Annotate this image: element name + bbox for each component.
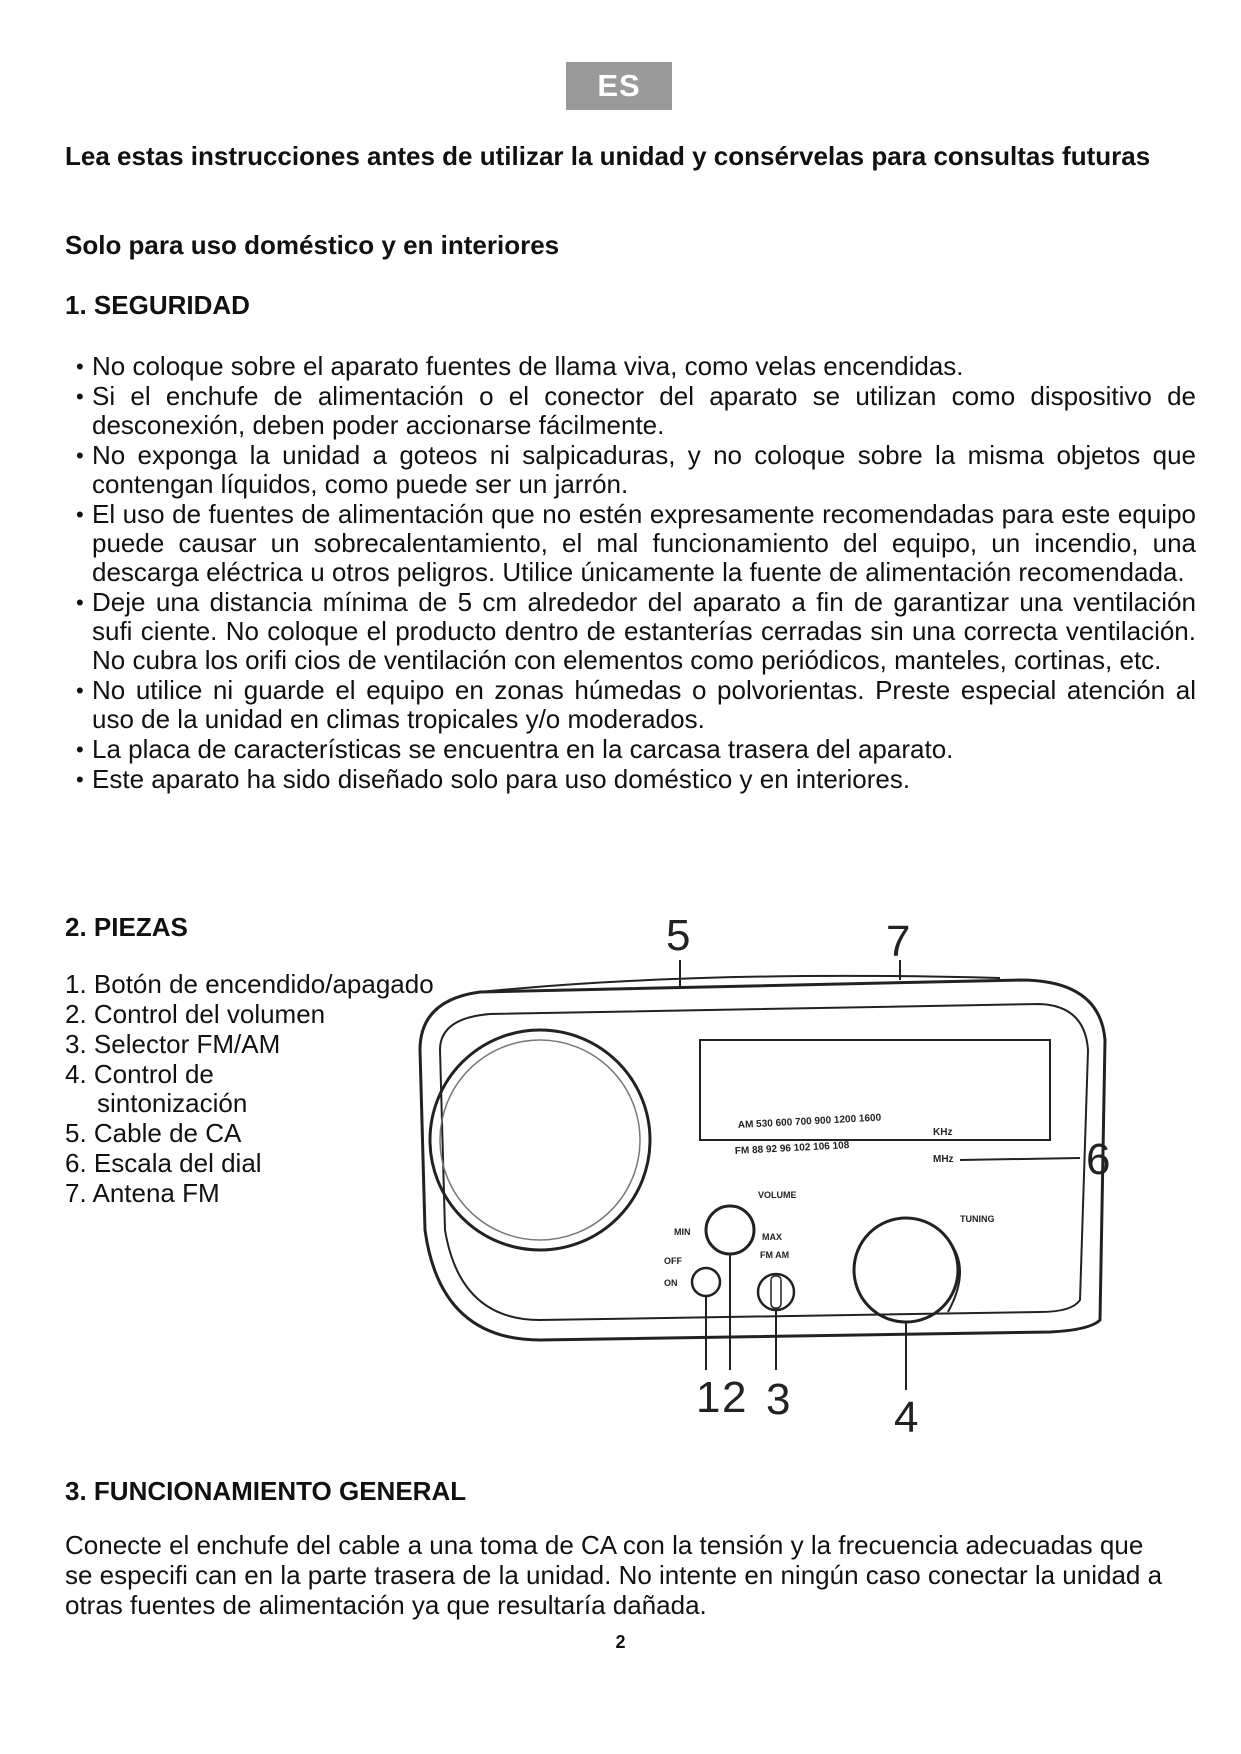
list-item: 6. Escala del dial (65, 1148, 262, 1178)
list-item-text: 4. Control de (65, 1059, 214, 1089)
section-title-operation: 3. FUNCIONAMIENTO GENERAL (65, 1476, 467, 1506)
callout-7: 7 (886, 917, 911, 966)
list-item: • Deje una distancia mínima de 5 cm alrededor del aparato a fin de garantizar una ventilación sufi ciente. No coloque el producto dentro de estanterías cerradas sin una correcta ventilación. No cubra los orifi cios de ventilación con elementos como periódicos, manteles, cortinas, etc. (76, 588, 1196, 675)
list-item: • Este aparato ha sido diseñado solo para uso doméstico y en interiores. (76, 765, 1196, 794)
dial-fm: FM 88 92 96 102 106 108 (734, 1140, 850, 1157)
callout-3: 3 (766, 1375, 791, 1424)
callout-6: 6 (1086, 1135, 1111, 1184)
page-number: 2 (615, 1632, 626, 1652)
tuning-label: TUNING (960, 1214, 995, 1224)
callout-line-6 (960, 1158, 1080, 1160)
list-item: 1. Botón de encendido/apagado (65, 969, 434, 999)
list-item: 7. Antena FM (65, 1178, 220, 1208)
volume-knob (706, 1206, 754, 1254)
tuning-knob (854, 1218, 958, 1322)
list-item: 5. Cable de CA (65, 1118, 242, 1148)
callout-4: 4 (894, 1393, 919, 1442)
min-label: MIN (674, 1227, 691, 1237)
subtitle: Solo para uso doméstico y en interiores (65, 230, 560, 260)
list-item: 2. Control del volumen (65, 999, 326, 1029)
max-label: MAX (762, 1232, 782, 1242)
list-item (65, 1060, 434, 1118)
list-item: 3. Selector FM/AM (65, 1029, 281, 1059)
intro-text: Lea estas instrucciones antes de utilizar la unidad y consérvelas para consultas futuras (65, 141, 1151, 171)
list-item: • La placa de características se encuentra en la carcasa trasera del aparato. (76, 735, 1196, 764)
parts-list (65, 970, 434, 1209)
list-item: • No exponga la unidad a goteos ni salpicaduras, y no coloque sobre la misma objetos que contengan líquidos, como puede ser un jarrón. (76, 441, 1196, 499)
speaker-inner (440, 1040, 640, 1240)
list-item: • El uso de fuentes de alimentación que no estén expresamente recomendadas para este equipo puede causar un sobrecalentamiento, el mal funcionamiento del equipo, un incendio, una descarga eléctrica u otros peligros. Utilice únicamente la fuente de alimentación recomendada. (76, 500, 1196, 587)
list-item: • No utilice ni guarde el equipo en zonas húmedas o polvorientas. Preste especial atención al uso de la unidad en climas tropicales y/o moderados. (76, 676, 1196, 734)
fm-am-selector (758, 1274, 794, 1310)
list-item: • Si el enchufe de alimentación o el conector del aparato se utilizan como dispositivo de desconexión, deben poder accionarse fácilmente. (76, 382, 1196, 440)
callout-1: 1 (696, 1373, 721, 1422)
language-tab: ES (566, 62, 672, 110)
section-title-parts: 2. PIEZAS (65, 912, 188, 942)
selector-slot (771, 1276, 781, 1308)
on-label: ON (664, 1278, 678, 1288)
front-panel (440, 1004, 1088, 1320)
speaker (430, 1030, 650, 1250)
dial-am-unit: KHz (933, 1127, 953, 1138)
dial-fm-unit: MHz (933, 1154, 954, 1165)
callout-5: 5 (666, 911, 691, 960)
callout-2: 2 (722, 1373, 747, 1422)
operation-paragraph: Conecte el enchufe del cable a una toma de CA con la tensión y la frecuencia adecuadas que se especifi can en la parte trasera de la unidad. No intente en ningún caso conectar la unidad a otras fuentes de alimentación ya que resultaría dañada. (65, 1530, 1163, 1620)
power-button (692, 1268, 720, 1296)
fm-am-label: FM AM (760, 1250, 790, 1260)
list-item: • No coloque sobre el aparato fuentes de llama viva, como velas encendidas. (76, 352, 1196, 381)
section-title-safety: 1. SEGURIDAD (65, 290, 250, 320)
list-item-continuation: sintonización (97, 1088, 248, 1118)
off-label: OFF (664, 1256, 682, 1266)
dial-am: AM 530 600 700 900 1200 1600 (737, 1112, 882, 1131)
radio-diagram (400, 900, 1200, 1460)
volume-label: VOLUME (758, 1190, 797, 1200)
safety-list (76, 352, 1196, 795)
